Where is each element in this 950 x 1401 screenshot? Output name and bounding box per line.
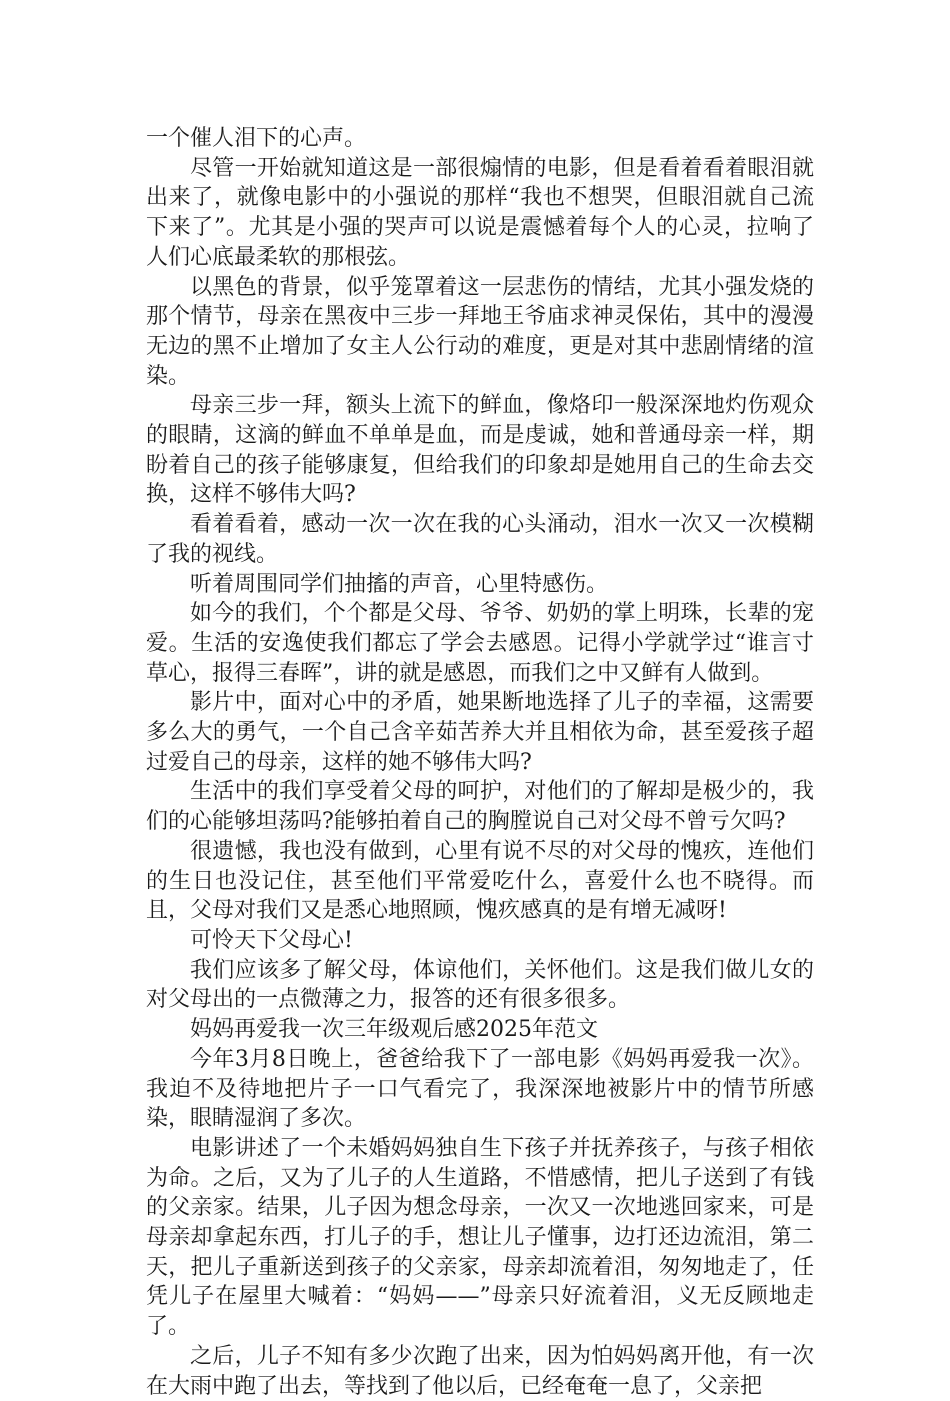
document-page xyxy=(146,124,814,1401)
paragraph-1: 尽管一开始就知道这是一部很煽情的电影，但是看着看着眼泪就出来了，就像电影中的小强说的那样“我也不想哭，但眼泪就自己流下来了”。尤其是小强的哭声可以说是震憾着每个人的心灵，拉响了人们心底最柔软的那根弦。 xyxy=(146,155,814,270)
paragraph-3: 母亲三步一拜，额头上流下的鲜血，像烙印一般深深地灼伤观众的眼睛，这滴的鲜血不单单是血，而是虔诚，她和普通母亲一样，期盼着自己的孩子能够康复，但给我们的印象却是她用自己的生命去交换，这样不够伟大吗? xyxy=(146,393,814,508)
paragraph-15: 之后，儿子不知有多少次跑了出来，因为怕妈妈离开他，有一次在大雨中跑了出去，等找到了他以后，已经奄奄一息了，父亲把 xyxy=(146,1343,814,1399)
paragraph-14: 电影讲述了一个未婚妈妈独自生下孩子并抚养孩子，与孩子相依为命。之后，又为了儿子的人生道路，不惜感情，把儿子送到了有钱的父亲家。结果，儿子因为想念母亲，一次又一次地逃回家来，可是母亲却拿起东西，打儿子的手，想让儿子懂事，边打还边流泪，第二天，把儿子重新送到孩子的父亲家，母亲却流着泪，匆匆地走了，任凭儿子在屋里大喊着：“妈妈——”母亲只好流着泪，义无反顾地走了。 xyxy=(146,1135,814,1340)
paragraph-6: 如今的我们，个个都是父母、爷爷、奶奶的掌上明珠，长辈的宠爱。生活的安逸使我们都忘了学会去感恩。记得小学就学过“谁言寸草心，报得三春晖”，讲的就是感恩，而我们之中又鲜有人做到。 xyxy=(146,601,814,686)
paragraph-9: 很遗憾，我也没有做到，心里有说不尽的对父母的愧疚，连他们的生日也没记住，甚至他们平常爱吃什么，喜爱什么也不晓得。而且，父母对我们又是悉心地照顾，愧疚感真的是有增无减呀! xyxy=(146,838,814,924)
paragraph-2: 以黑色的背景，似乎笼罩着这一层悲伤的情结，尤其小强发烧的那个情节，母亲在黑夜中三步一拜地王爷庙求神灵保佑，其中的漫漫无边的黑不止增加了女主人公行动的难度，更是对其中悲剧情绪的渲染。 xyxy=(146,274,814,389)
paragraph-4: 看着看着，感动一次一次在我的心头涌动，泪水一次又一次模糊了我的视线。 xyxy=(146,512,814,567)
paragraph-0: 一个催人泪下的心声。 xyxy=(146,126,367,151)
paragraph-8: 生活中的我们享受着父母的呵护，对他们的了解却是极少的，我们的心能够坦荡吗?能够拍着自己的胸膛说自己对父母不曾亏欠吗? xyxy=(146,779,814,835)
paragraph-5: 听着周围同学们抽搐的声音，心里特感伤。 xyxy=(190,571,609,597)
section-heading: 妈妈再爱我一次三年级观后感2025年范文 xyxy=(190,1017,598,1043)
paragraph-13: 今年3月8日晚上，爸爸给我下了一部电影《妈妈再爱我一次》。我迫不及待地把片子一口气看完了，我深深地被影片中的情节所感染，眼睛湿润了多次。 xyxy=(146,1046,814,1132)
paragraph-10: 可怜天下父母心! xyxy=(190,927,353,953)
paragraph-11: 我们应该多了解父母，体谅他们，关怀他们。这是我们做儿女的对父母出的一点微薄之力，报答的还有很多很多。 xyxy=(146,957,814,1013)
paragraph-7: 影片中，面对心中的矛盾，她果断地选择了儿子的幸福，这需要多么大的勇气，一个自己含辛茹苦养大并且相依为命，甚至爱孩子超过爱自己的母亲，这样的她不够伟大吗? xyxy=(146,690,814,775)
